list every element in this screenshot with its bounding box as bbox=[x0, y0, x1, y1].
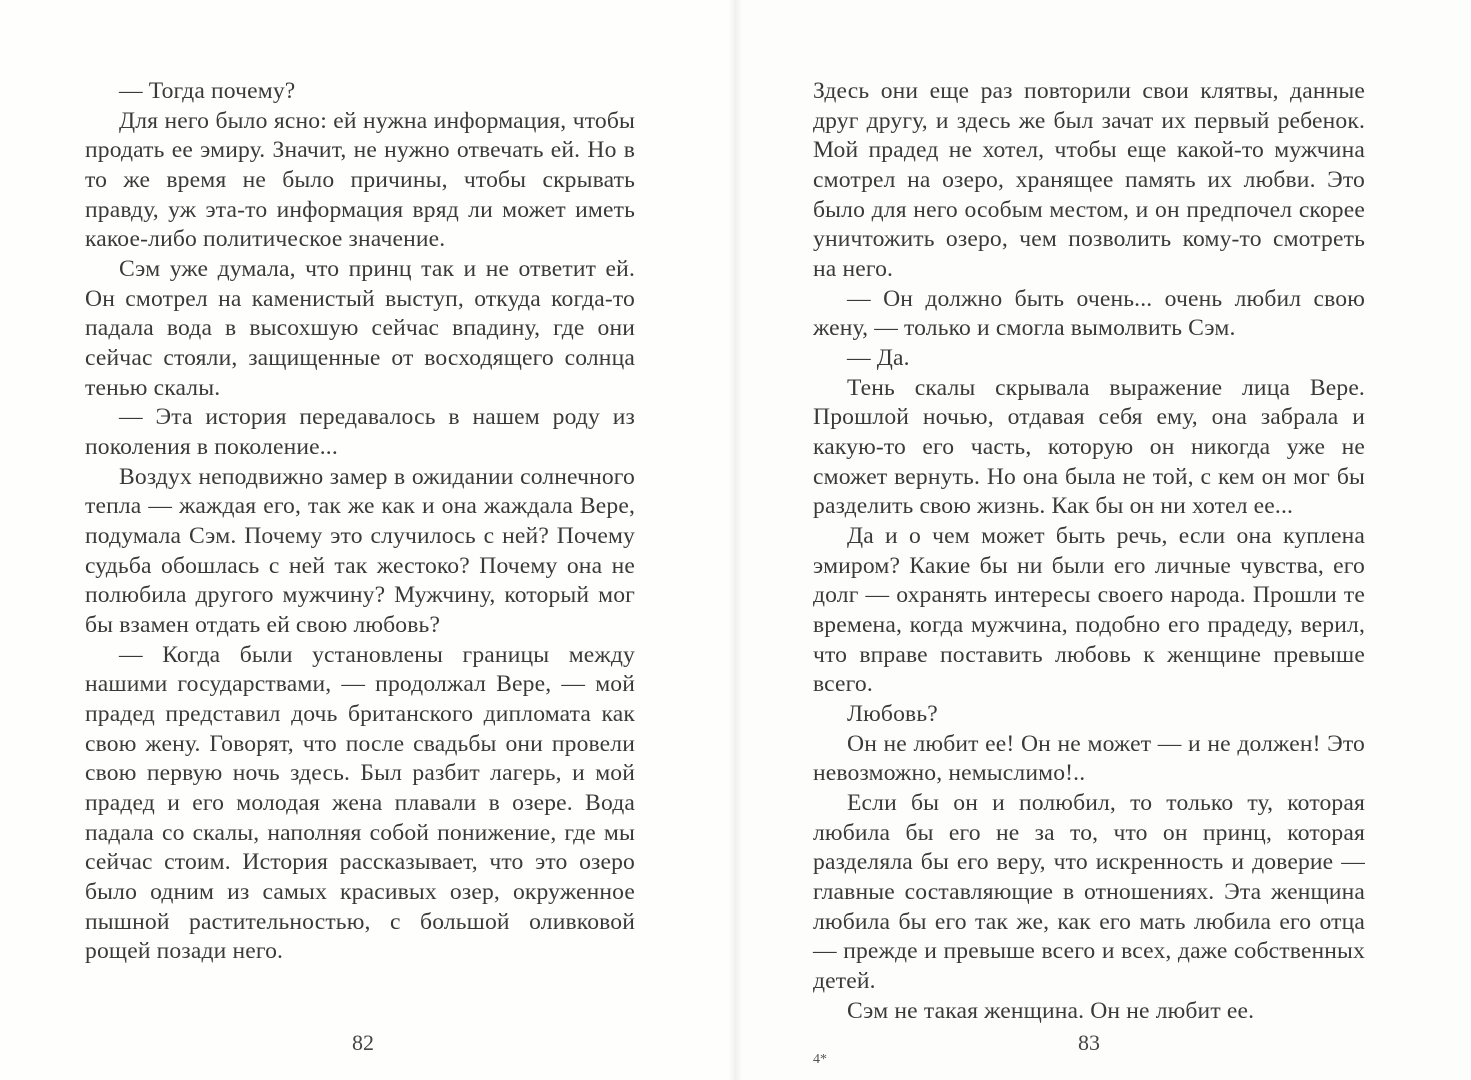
paragraph: Воздух неподвижно замер в ожидании солнечного тепла — жаждая его, так же как и она жаждала Вере, подумала Сэм. Почему это случилось с ней? Почему судьба обошлась с ней так жестоко? Почему она не полюбила другого мужчину? Мужчину, который мог бы взамен отдать ей свою любовь? bbox=[85, 463, 635, 639]
left-page bbox=[0, 0, 735, 1080]
paragraph: — Он должно быть очень... очень любил свою жену, — только и смогла вымолвить Сэм. bbox=[813, 285, 1365, 342]
paragraph: Для него было ясно: ей нужна информация, чтобы продать ее эмиру. Значит, не нужно отвечать ей. Но в то же время не было причины, чтобы скрывать правду, уж эта-то информация вряд ли может иметь какое-либо политическое значение. bbox=[85, 107, 635, 253]
page-number-right: 83 bbox=[1078, 1030, 1100, 1055]
paragraph: Любовь? bbox=[847, 701, 938, 728]
paragraph: — Да. bbox=[847, 345, 910, 372]
paragraph: Да и о чем может быть речь, если она куплена эмиром? Какие бы ни были его личные чувства, его долг — охранять интересы своего народа. Прошли те времена, когда мужчина, подобно его прадеду, верил, что вправе поставить любовь к женщине превыше всего. bbox=[813, 523, 1365, 698]
paragraph: — Когда были установлены границы между нашими государствами, — продолжал Вере, — мой прадед представил дочь британского дипломата как свою жену. Говорят, что после свадьбы они провели свою первую ночь здесь. Был разбит лагерь, и мой прадед и его молодая жена плавали в озере. Вода падала со скалы, наполняя собой понижение, где мы сейчас стоим. История рассказывает, что это озеро было одним из самых красивых озер, окруженное пышной растительностью, с большой оливковой рощей позади него. bbox=[85, 641, 635, 965]
paragraph: Он не любит ее! Он не может — и не должен! Это невозможно, немыслимо!.. bbox=[813, 730, 1365, 787]
printer-signature-mark: 4* bbox=[813, 1052, 827, 1067]
right-page bbox=[735, 0, 1471, 1080]
paragraph: — Тогда почему? bbox=[119, 78, 296, 104]
paragraph: Сэм уже думала, что принц так и не ответит ей. Он смотрел на каменистый выступ, откуда когда-то падала вода в высохшую сейчас впадину, где они сейчас стояли, защищенные от восходящего солнца тенью скалы. bbox=[85, 256, 635, 401]
paragraph: Сэм не такая женщина. Он не любит ее. bbox=[847, 997, 1255, 1024]
paragraph: Если бы он и полюбил, то только ту, которая любила бы его не за то, что он принц, которая разделяла бы его веру, что искренность и доверие — главные составляющие в отношениях. Эта женщина любила бы его так же, как его мать любила его отца — прежде и превыше всего и всех, даже собственных детей. bbox=[813, 790, 1365, 995]
paragraph: Здесь они еще раз повторили свои клятвы, данные друг другу, и здесь же был зачат их первый ребенок. Мой прадед не хотел, чтобы еще какой-то мужчина смотрел на озеро, хранящее память их любви. Это было для него особым местом, и он предпочел скорее уничтожить озеро, чем позволить кому-то смотреть на него. bbox=[813, 78, 1365, 283]
left-page-text bbox=[85, 77, 635, 967]
paragraph: — Эта история передавалось в нашем роду из поколения в поколение... bbox=[85, 404, 635, 461]
page-number-left: 82 bbox=[352, 1030, 374, 1055]
paragraph: Тень скалы скрывала выражение лица Вере. Прошлой ночью, отдавая себя ему, она забрала и какую-то его часть, которую он никогда уже не сможет вернуть. Но она была не той, с кем он мог бы разделить свою жизнь. Как бы он ни хотел ее... bbox=[813, 374, 1365, 520]
right-page-text bbox=[813, 77, 1365, 1027]
book-gutter bbox=[728, 0, 742, 1080]
